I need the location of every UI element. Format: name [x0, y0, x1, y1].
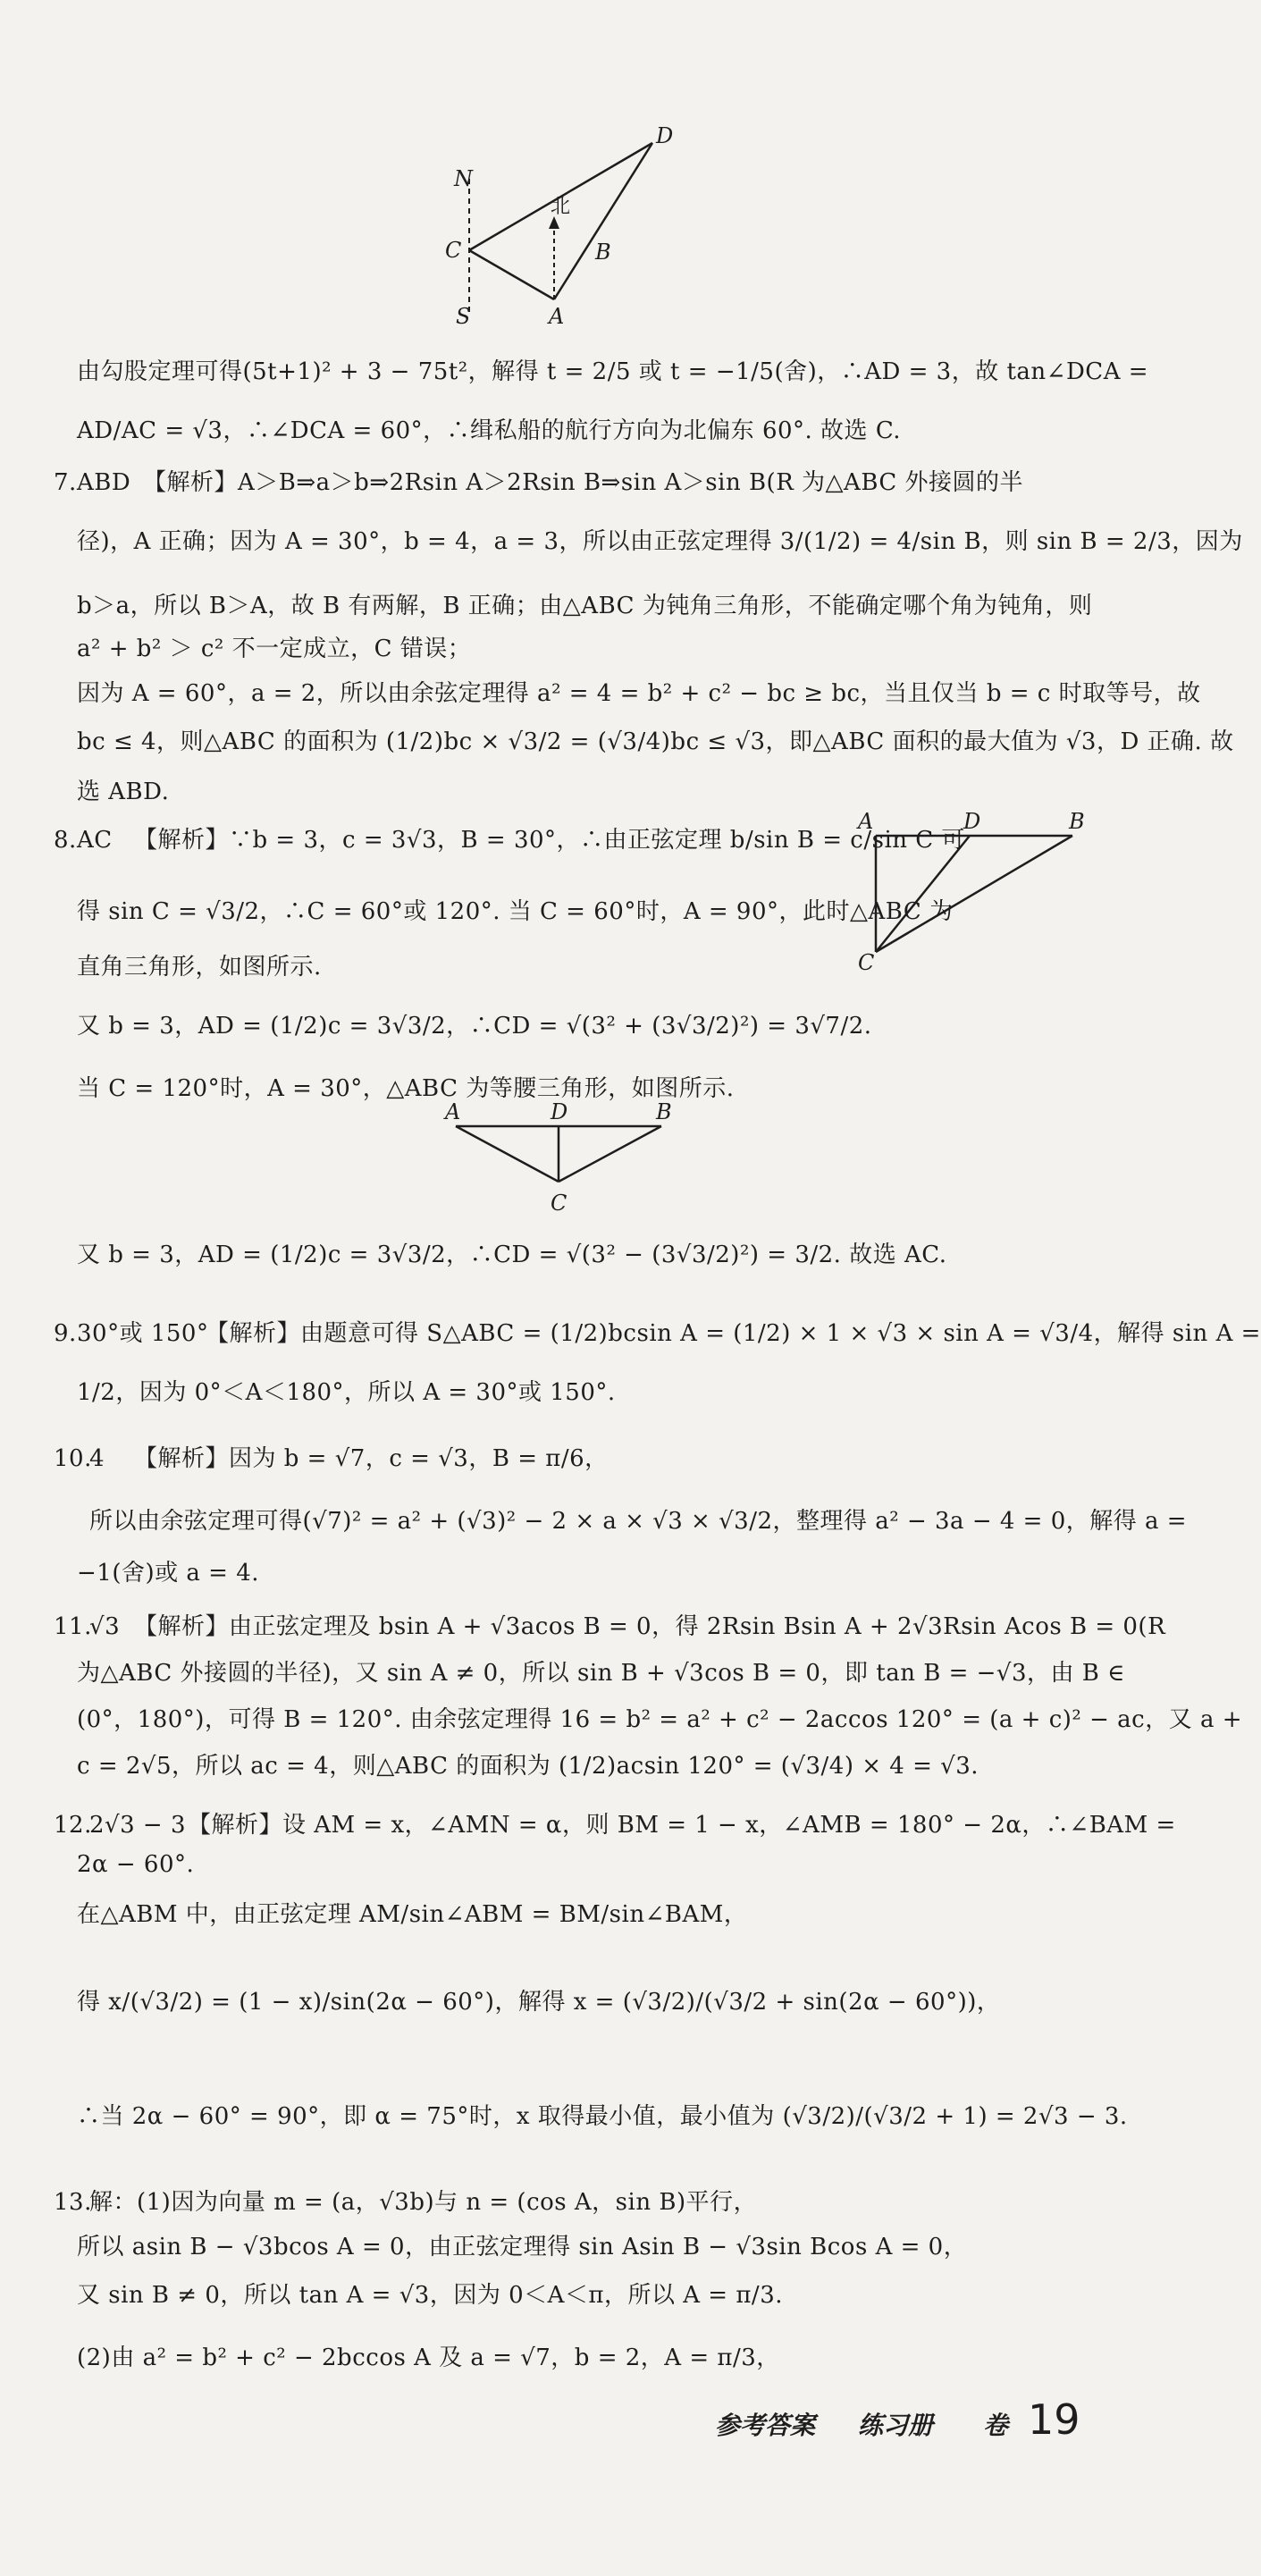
text-line: 径)，A 正确；因为 A = 30°，b = 4，a = 3，所以由正弦定理得 3/(1/2) = 4/sin B，则 sin B = 2/3，因为	[77, 528, 1243, 555]
label-n: N	[454, 166, 473, 191]
text-line: 1/2，因为 0°＜A＜180°，所以 A = 30°或 150°.	[77, 1379, 616, 1406]
q13-number: 13.	[54, 2189, 92, 2216]
text-line: 所以由余弦定理可得(√7)² = a² + (√3)² − 2 × a × √3 × √3/2，整理得 a² − 3a − 4 = 0，解得 a =	[89, 1508, 1188, 1535]
text-line: 为△ABC 外接圆的半径)，又 sin A ≠ 0，所以 sin B + √3cos B = 0，即 tan B = −√3，由 B ∈	[77, 1660, 1125, 1687]
text-line: 得 x/(√3/2) = (1 − x)/sin(2α − 60°)，解得 x = (√3/2)/(√3/2 + sin(2α − 60°))，	[77, 1989, 1001, 2016]
text-line: 因为 A = 60°，a = 2，所以由余弦定理得 a² = 4 = b² + c² − bc ≥ bc，当且仅当 b = c 时取等号，故	[77, 680, 1201, 707]
label-c: C	[551, 1191, 567, 1216]
text-line: 【解析】由题意可得 S△ABC = (1/2)bcsin A = (1/2) × 1 × √3 × sin A = √3/4，解得 sin A =	[206, 1320, 1261, 1347]
q9-answer: 30°或 150°	[77, 1320, 209, 1347]
text-line: −1(舍)或 a = 4.	[77, 1560, 260, 1587]
q10-answer: 4	[89, 1445, 105, 1472]
text-line: (0°，180°)，可得 B = 120°. 由余弦定理得 16 = b² = a² + c² − 2accos 120° = (a + c)² − ac，又 a +	[77, 1706, 1243, 1733]
text-line: a² + b² ＞ c² 不一定成立，C 错误；	[77, 636, 472, 662]
label-d: D	[551, 1099, 568, 1124]
text-line: 【解析】A＞B⇒a＞b⇒2Rsin A＞2Rsin B⇒sin A＞sin B(R 为△ABC 外接圆的半	[143, 469, 1024, 496]
text-line: 由勾股定理可得(5t+1)² + 3 − 75t²，解得 t = 2/5 或 t = −1/5(舍)，∴AD = 3，故 tan∠DCA =	[77, 358, 1149, 385]
text-line: 【解析】∵b = 3，c = 3√3，B = 30°，∴由正弦定理 b/sin B = c/sin C 可	[134, 827, 965, 854]
text-line: ∴当 2α − 60° = 90°，即 α = 75°时，x 取得最小值，最小值为 (√3/2)/(√3/2 + 1) = 2√3 − 3.	[77, 2103, 1128, 2130]
text-line: 当 C = 120°时，A = 30°，△ABC 为等腰三角形，如图所示.	[77, 1075, 735, 1102]
text-line: 又 b = 3，AD = (1/2)c = 3√3/2，∴CD = √(3² − (3√3/2)²) = 3/2. 故选 AC.	[77, 1242, 947, 1268]
q11-number: 11.	[54, 1613, 92, 1640]
q12-number: 12.	[54, 1812, 92, 1839]
figure-navigation	[429, 116, 697, 331]
footer-label-volume: 卷	[983, 2411, 1009, 2440]
text-line: 在△ABM 中，由正弦定理 AM/sin∠ABM = BM/sin∠BAM，	[77, 1901, 748, 1928]
text-line: 得 sin C = √3/2，∴C = 60°或 120°. 当 C = 60°时，A = 90°，此时△ABC 为	[77, 898, 954, 925]
text-line: 2α − 60°.	[77, 1851, 195, 1878]
q8-number: 8.	[54, 827, 77, 854]
text-line: 又 b = 3，AD = (1/2)c = 3√3/2，∴CD = √(3² + (3√3/2)²) = 3√7/2.	[77, 1013, 872, 1040]
footer-label-workbook: 练习册	[858, 2411, 934, 2440]
label-b: B	[656, 1099, 672, 1124]
label-a: A	[858, 809, 874, 834]
text-line: 又 sin B ≠ 0，所以 tan A = √3，因为 0＜A＜π，所以 A = π/3.	[77, 2282, 784, 2309]
label-c: C	[858, 950, 875, 975]
text-line: AD/AC = √3，∴∠DCA = 60°，∴缉私船的航行方向为北偏东 60°. 故选 C.	[77, 417, 902, 444]
q7-number: 7.	[54, 469, 77, 496]
label-b: B	[1069, 809, 1085, 834]
text-line: 【解析】设 AM = x，∠AMN = α，则 BM = 1 − x，∠AMB = 180° − 2α，∴∠BAM =	[188, 1812, 1176, 1839]
label-a: A	[445, 1099, 461, 1124]
figure-isosceles-triangle	[438, 1099, 688, 1216]
q7-answer: ABD	[77, 469, 131, 496]
text-line: 所以 asin B − √3bcos A = 0，由正弦定理得 sin Asin B − √3sin Bcos A = 0，	[77, 2234, 968, 2260]
text-line: 直角三角形，如图所示.	[77, 954, 322, 981]
q9-number: 9.	[54, 1320, 77, 1347]
text-line: b＞a，所以 B＞A，故 B 有两解，B 正确；由△ABC 为钝角三角形，不能确定哪个角为钝角，则	[77, 593, 1093, 619]
q11-answer: √3	[89, 1613, 121, 1640]
label-b: B	[595, 240, 611, 265]
label-s: S	[456, 304, 471, 329]
figure-right-triangle	[858, 809, 1090, 975]
footer-label-answers: 参考答案	[715, 2411, 816, 2440]
label-d: D	[656, 123, 674, 148]
text-line: 解：(1)因为向量 m = (a，√3b)与 n = (cos A，sin B)平行，	[89, 2189, 758, 2216]
text-line: 选 ABD.	[77, 779, 170, 805]
q8-answer: AC	[77, 827, 113, 854]
text-line: c = 2√5，所以 ac = 4，则△ABC 的面积为 (1/2)acsin 120° = (√3/4) × 4 = √3.	[77, 1753, 979, 1780]
text-line: (2)由 a² = b² + c² − 2bccos A 及 a = √7，b = 2，A = π/3，	[77, 2344, 780, 2371]
label-a: A	[549, 304, 565, 329]
label-d: D	[963, 809, 981, 834]
text-line: 【解析】因为 b = √7，c = √3，B = π/6，	[134, 1445, 609, 1472]
text-line: bc ≤ 4，则△ABC 的面积为 (1/2)bc × √3/2 = (√3/4)bc ≤ √3，即△ABC 面积的最大值为 √3，D 正确. 故	[77, 728, 1234, 755]
q12-answer: 2√3 − 3	[89, 1812, 187, 1839]
text-line: 【解析】由正弦定理及 bsin A + √3acos B = 0，得 2Rsin Bsin A + 2√3Rsin Acos B = 0(R	[134, 1613, 1166, 1640]
page-number: 19	[1028, 2395, 1080, 2444]
q10-number: 10.	[54, 1445, 92, 1472]
page-footer	[715, 2395, 1108, 2449]
label-c: C	[445, 238, 462, 263]
label-north: 北	[551, 196, 571, 218]
